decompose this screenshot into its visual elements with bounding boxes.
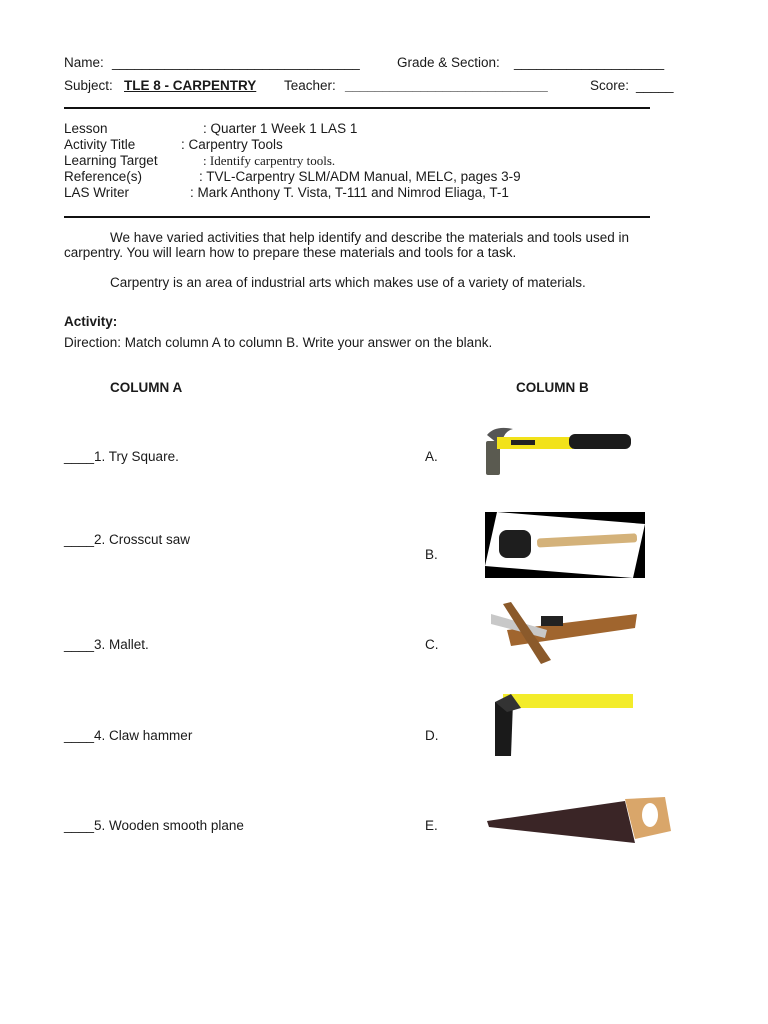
info-label: Learning Target [64, 153, 158, 168]
column-a-item[interactable]: ____5. Wooden smooth plane [64, 818, 244, 833]
score-blank[interactable]: _____ [636, 78, 674, 93]
column-a-item[interactable]: ____2. Crosscut saw [64, 532, 191, 547]
intro-paragraph-line: carpentry. You will learn how to prepare these materials and tools for a task. [64, 245, 517, 260]
info-label: Activity Title [64, 137, 136, 152]
activity-direction: Direction: Match column A to column B. Write your answer on the blank. [64, 335, 493, 350]
teacher-blank[interactable]: ___________________________ [345, 78, 548, 93]
teacher-label: Teacher: [284, 78, 336, 93]
subject-label: Subject: [64, 78, 113, 93]
name-blank[interactable]: _________________________________ [112, 55, 360, 70]
claw-hammer-image [483, 423, 635, 479]
info-value: : Mark Anthony T. Vista, T-111 and Nimrod Eliaga, T-1 [190, 185, 509, 200]
intro-paragraph: Carpentry is an area of industrial arts which makes use of a variety of materials. [110, 275, 586, 290]
info-label: Reference(s) [64, 169, 143, 184]
activity-heading: Activity: [64, 314, 118, 329]
name-label: Name: [64, 55, 104, 70]
grade-blank[interactable]: ____________________ [514, 55, 665, 70]
divider [64, 107, 650, 109]
column-a-item[interactable]: ____3. Mallet. [64, 637, 149, 652]
info-label: LAS Writer [64, 185, 130, 200]
intro-paragraph-line: We have varied activities that help identify and describe the materials and tools used in [110, 230, 630, 245]
info-value: : Carpentry Tools [181, 137, 283, 152]
column-b-letter: E. [425, 818, 438, 833]
info-value: : TVL-Carpentry SLM/ADM Manual, MELC, pages 3-9 [199, 169, 521, 184]
crosscut-saw-image [485, 793, 673, 847]
subject-value: TLE 8 - CARPENTRY [124, 78, 257, 93]
column-a-item[interactable]: ____1. Try Square. [64, 449, 179, 464]
column-a-heading: COLUMN A [110, 380, 183, 395]
info-label: Lesson [64, 121, 108, 136]
try-square-image [493, 684, 635, 760]
score-label: Score: [590, 78, 630, 93]
column-b-heading: COLUMN B [516, 380, 589, 395]
grade-label: Grade & Section: [397, 55, 500, 70]
info-value: : Quarter 1 Week 1 LAS 1 [203, 121, 358, 136]
mallet-image [485, 512, 645, 578]
info-value: : Identify carpentry tools. [203, 153, 336, 168]
wooden-plane-image [487, 602, 639, 678]
column-b-letter: A. [425, 449, 438, 464]
column-b-letter: C. [425, 637, 439, 652]
column-b-letter: D. [425, 728, 439, 743]
divider [64, 216, 650, 218]
column-b-letter: B. [425, 547, 438, 562]
column-a-item[interactable]: ____4. Claw hammer [64, 728, 193, 743]
